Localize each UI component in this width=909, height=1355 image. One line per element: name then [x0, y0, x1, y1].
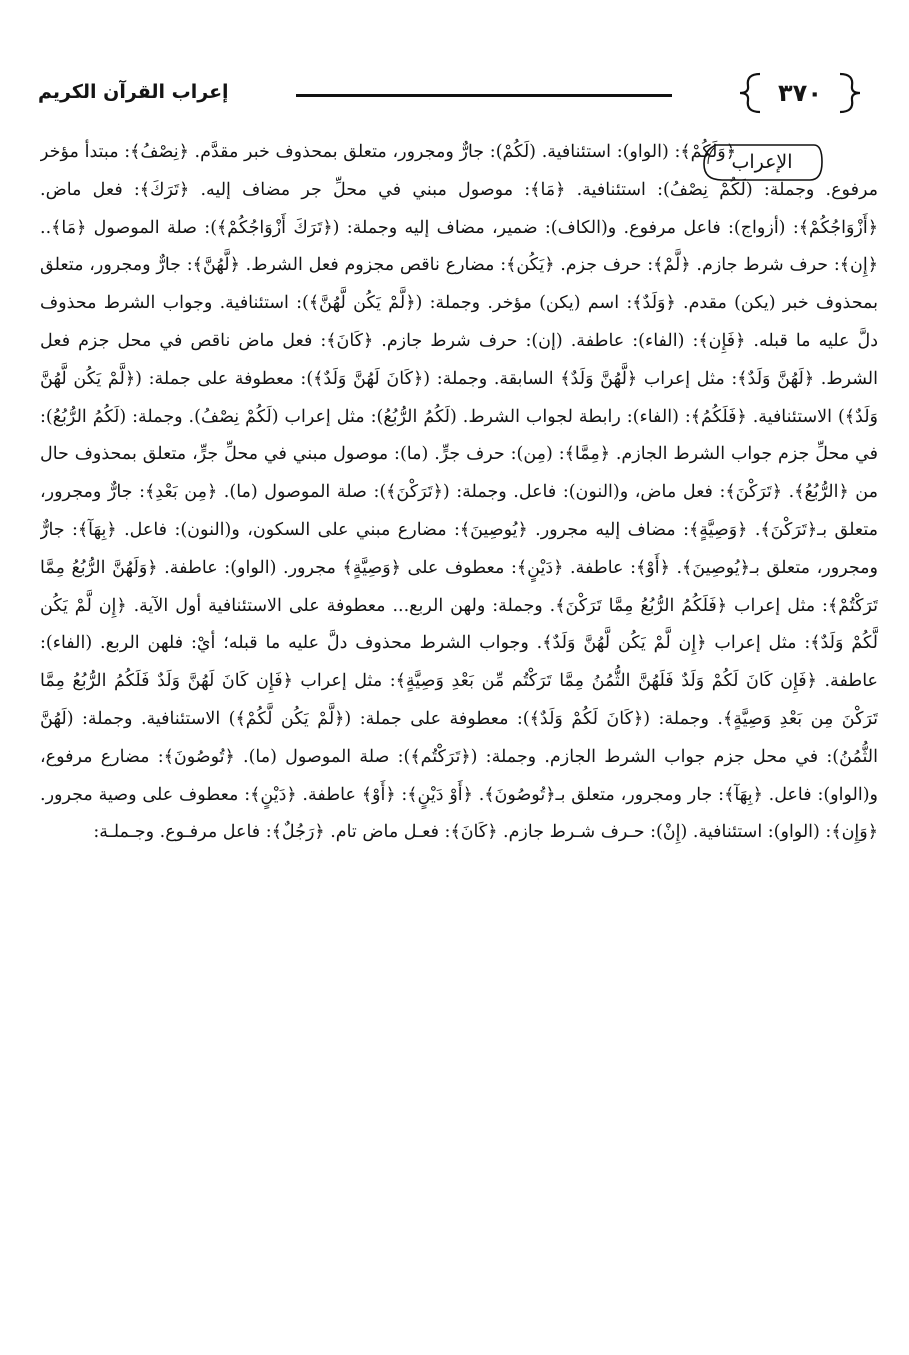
- page-header: [20, 66, 880, 128]
- section-badge-label: الإعراب: [731, 151, 793, 173]
- book-title: إعراب القرآن الكريم: [38, 81, 229, 103]
- badge-spacer: [736, 134, 878, 170]
- page-number-frame: [738, 68, 862, 118]
- header-rule: [296, 94, 672, 97]
- page-number: ٣٧٠: [778, 79, 822, 107]
- body-text: [40, 134, 878, 1304]
- body-paragraph: ﴿وَلَكُمْ﴾: (الواو): استئنافية. (لَكُمْ): جارٌّ ومجرور، متعلق بمحذوف خبر مقدَّم. ﴿نِصْفُ﴾: مبتدأ مؤخر مرفوع. وجملة: (لَكُمْ نِصْفُ): استئنافية. ﴿مَا﴾: موصول مبني في محلِّ جر مضاف إليه. ﴿تَرَكَ﴾: فعل ماض. ﴿أَزْوَاجُكُمْ﴾: (أزواج): فاعل مرفوع. و(الكاف): ضمير، مضاف إليه وجملة: (﴿تَرَكَ أَزْوَاجُكُمْ﴾): صلة الموصول ﴿مَا﴾.. ﴿إِن﴾: حرف شرط جازم. ﴿لَّمْ﴾: حرف جزم. ﴿يَكُن﴾: مضارع ناقص مجزوم فعل الشرط. ﴿لَّهُنَّ﴾: جارٌّ ومجرور، متعلق بمحذوف خبر (يكن) مقدم. ﴿وَلَدٌ﴾: اسم (يكن) مؤخر. وجملة: (﴿لَّمْ يَكُن لَّهُنَّ﴾): استئنافية. وجواب الشرط محذوف دلَّ عليه ما قبله. ﴿فَإِن﴾: (الفاء): عاطفة. (إن): حرف شرط جازم. ﴿كَانَ﴾: فعل ماض ناقص في محل جزم فعل الشرط. ﴿لَهُنَّ وَلَدٌ﴾: مثل إعراب ﴿لَّهُنَّ وَلَدٌ﴾ السابقة. وجملة: (﴿كَانَ لَهُنَّ وَلَدٌ﴾): معطوفة على جملة: (﴿لَّمْ يَكُن لَّهُنَّ وَلَدٌ﴾) الاستئنافية. ﴿فَلَكُمُ﴾: (الفاء): رابطة لجواب الشرط. (لَكُمُ الرُّبُعُ): مثل إعراب (لَكُمْ نِصْفُ). وجملة: (لَكُمُ الرُّبُعُ): في محلِّ جزم جواب الشرط الجازم. ﴿مِمَّا﴾: (مِن): حرف جرٍّ. (ما): موصول مبني في محلِّ جرٍّ، متعلق بمحذوف حال من ﴿الرُّبُعُ﴾. ﴿تَرَكْنَ﴾: فعل ماض، و(النون): فاعل. وجملة: (﴿تَرَكْنَ﴾): صلة الموصول (ما). ﴿مِن بَعْدِ﴾: جارٌّ ومجرور، متعلق بـ﴿تَرَكْنَ﴾. ﴿وَصِيَّةٍ﴾: مضاف إليه مجرور. ﴿يُوصِينَ﴾: مضارع مبني على السكون، و(النون): فاعل. ﴿بِهَآ﴾: جارٌّ ومجرور، متعلق بـ﴿يُوصِينَ﴾. ﴿أَوْ﴾: عاطفة. ﴿دَيْنٍ﴾: معطوف على ﴿وَصِيَّةٍ﴾ مجرور. (الواو): عاطفة. ﴿وَلَهُنَّ الرُّبُعُ مِمَّا تَرَكْتُمْ﴾: مثل إعراب ﴿فَلَكُمُ الرُّبُعُ مِمَّا تَرَكْنَ﴾. وجملة: ولهن الربع... معطوفة على الاستئنافية أول الآية. ﴿إِن لَّمْ يَكُن لَّكُمْ وَلَدٌ﴾: مثل إعراب ﴿إِن لَّمْ يَكُن لَّهُنَّ وَلَدٌ﴾. وجواب الشرط محذوف دلَّ عليه ما قبله؛ أيْ: فلهن الربع. (الفاء): عاطفة. ﴿فَإِن كَانَ لَكُمْ وَلَدٌ فَلَهُنَّ الثُّمُنُ مِمَّا تَرَكْتُم مِّن بَعْدِ وَصِيَّةٍ﴾: مثل إعراب ﴿فَإِن كَانَ لَهُنَّ وَلَدٌ فَلَكُمُ الرُّبُعُ مِمَّا تَرَكْنَ مِن بَعْدِ وَصِيَّةٍ﴾. وجملة: (﴿كَانَ لَكُمْ وَلَدٌ﴾): معطوفة على جملة: (﴿لَّمْ يَكُن لَّكُمْ﴾) الاستئنافية. وجملة: (لَهُنَّ الثُّمُنُ): في محل جزم جواب الشرط الجازم. وجملة: (﴿تَرَكْتُم﴾): صلة الموصول (ما). ﴿تُوصُونَ﴾: مضارع مرفوع، و(الواو): فاعل. ﴿بِهَآ﴾: جار ومجرور، متعلق بـ﴿تُوصُونَ﴾. ﴿أَوْ دَيْنٍ﴾: ﴿أَوْ﴾ عاطفة. ﴿دَيْنٍ﴾: معطوف على وصية مجرور. ﴿وَإِن﴾: (الواو): استئنافية. (إِنْ): حـرف شـرط جازم. ﴿كَانَ﴾: فعـل ماض تام. ﴿رَجُلٌ﴾: فاعل مرفـوع. وجـملـة:: [40, 142, 878, 843]
